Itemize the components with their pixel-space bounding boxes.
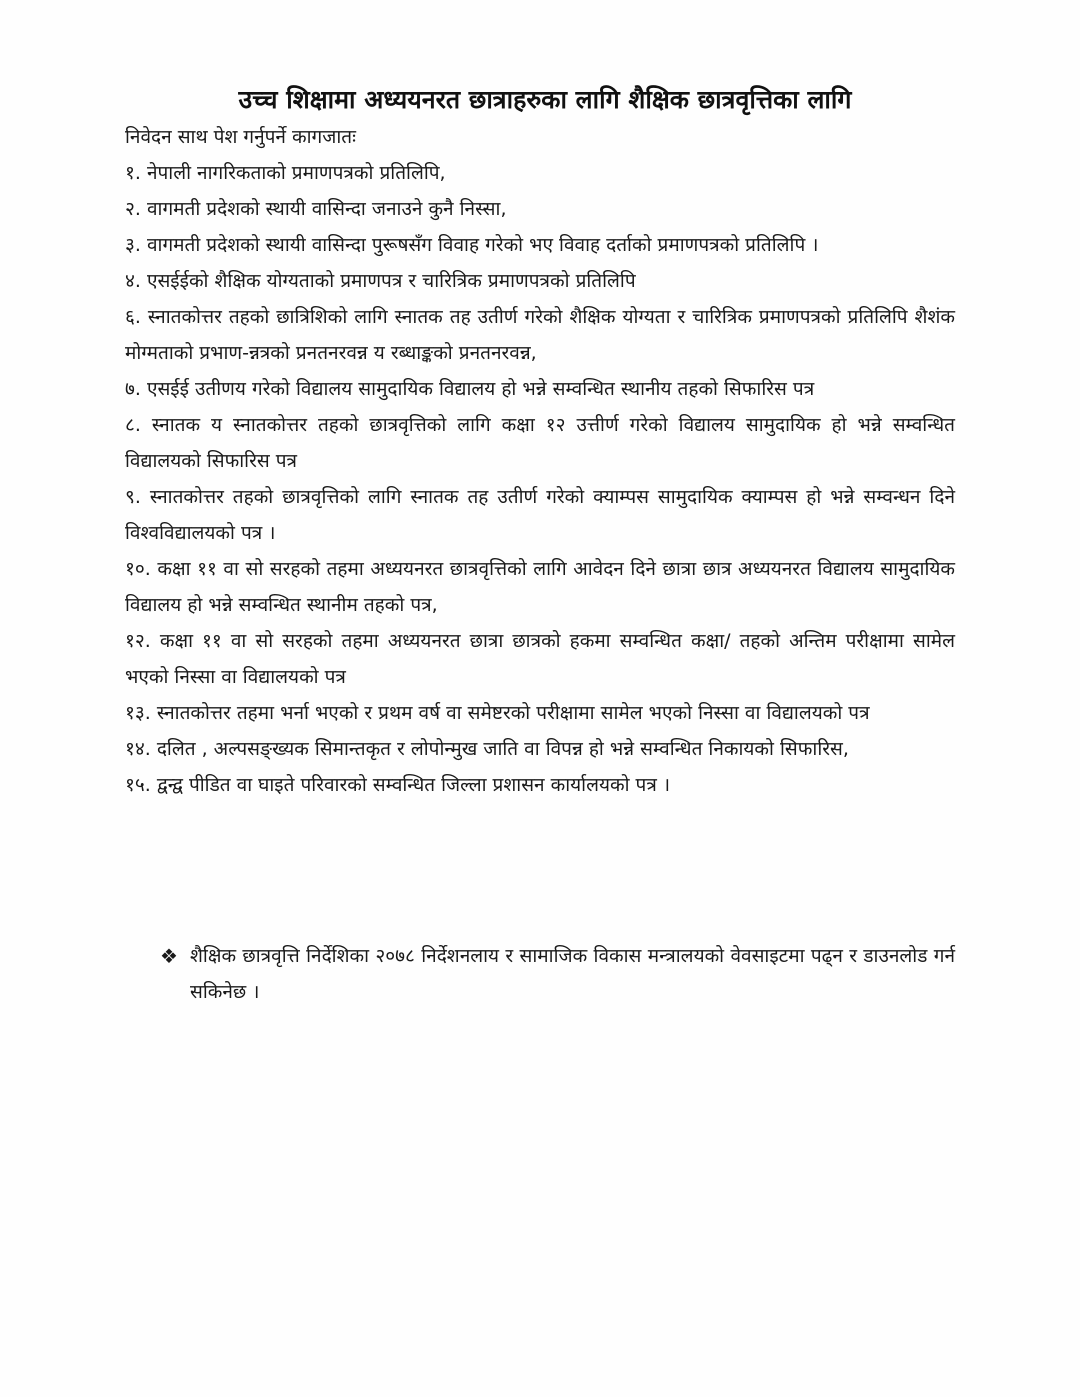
list-item: ७. एसईई उतीणय गरेको विद्यालय सामुदायिक विद्यालय हो भन्ने सम्वन्धित स्थानीय तहको सिफारिस पत्र: [125, 378, 815, 400]
document-subtitle: निवेदन साथ पेश गर्नुपर्ने कागजातः: [125, 126, 356, 148]
list-item: ८. स्नातक य स्नातकोत्तर तहको छात्रवृत्तिको लागि कक्षा १२ उत्तीर्ण गरेको विद्यालय सामुदायिक हो भन्ने सम्वन्धित विद्यालयको सिफारिस पत्र: [125, 414, 955, 472]
list-item: ३. वागमती प्रदेशको स्थायी वासिन्दा पुरूषसँग विवाह गरेको भए विवाह दर्ताको प्रमाणपत्रको प्रतिलिपि ।: [125, 234, 819, 256]
list-item: ४. एसईईको शैक्षिक योग्यताको प्रमाणपत्र र चारित्रिक प्रमाणपत्रको प्रतिलिपि: [125, 270, 636, 292]
list-item: १३. स्नातकोत्तर तहमा भर्ना भएको र प्रथम वर्ष वा समेष्टरको परीक्षामा सामेल भएको निस्सा वा विद्यालयको पत्र: [125, 702, 870, 724]
document-title: उच्च शिक्षामा अध्ययनरत छात्राहरुका लागि शैक्षिक छात्रवृत्तिका लागि: [238, 85, 852, 114]
diamond-bullet-icon: ❖: [160, 944, 178, 968]
guideline-note-text: शैक्षिक छात्रवृत्ति निर्देशिका २०७८ निर्देशनलाय र सामाजिक विकास मन्त्रालयको वेवसाइटमा पढ्न र डाउनलोड गर्न सकिनेछ ।: [190, 945, 955, 1003]
list-item: ६. स्नातकोत्तर तहको छात्रिशिको लागि स्नातक तह उतीर्ण गरेको शैक्षिक योग्यता र चारित्रिक प्रमाणपत्रको प्रतिलिपि शैशंक मोग्मताको प्रभाण-न्नत्रको प्रनतनरवन्न य रब्धाङ्कको प्रनतनरवन्न,: [125, 306, 955, 364]
list-item: १. नेपाली नागरिकताको प्रमाणपत्रको प्रतिलिपि,: [125, 162, 446, 184]
list-item: २. वागमती प्रदेशको स्थायी वासिन्दा जनाउने कुनै निस्सा,: [125, 198, 507, 220]
guideline-note: [160, 938, 955, 1010]
list-item: १५. द्वन्द्व पीडित वा घाइते परिवारको सम्वन्धित जिल्ला प्रशासन कार्यालयको पत्र ।: [125, 774, 671, 796]
list-item: ९. स्नातकोत्तर तहको छात्रवृत्तिको लागि स्नातक तह उतीर्ण गरेको क्याम्पस सामुदायिक क्याम्पस हो भन्ने सम्वन्धन दिने विश्वविद्यालयको पत्र ।: [125, 486, 955, 544]
list-item: १०. कक्षा ११ वा सो सरहको तहमा अध्ययनरत छात्रवृत्तिको लागि आवेदन दिने छात्रा छात्र अध्ययनरत विद्यालय सामुदायिक विद्यालय हो भन्ने सम्वन्धित स्थानीम तहको पत्र,: [125, 558, 955, 616]
requirements-list: [125, 155, 955, 803]
list-item: १२. कक्षा ११ वा सो सरहको तहमा अध्ययनरत छात्रा छात्रको हकमा सम्वन्धित कक्षा/ तहको अन्तिम परीक्षामा सामेल भएको निस्सा वा विद्यालयको पत्र: [125, 630, 955, 688]
list-item: १४. दलित , अल्पसङ्ख्यक सिमान्तकृत र लोपोन्मुख जाति वा विपन्न हो भन्ने सम्वन्धित निकायको सिफारिस,: [125, 738, 849, 760]
